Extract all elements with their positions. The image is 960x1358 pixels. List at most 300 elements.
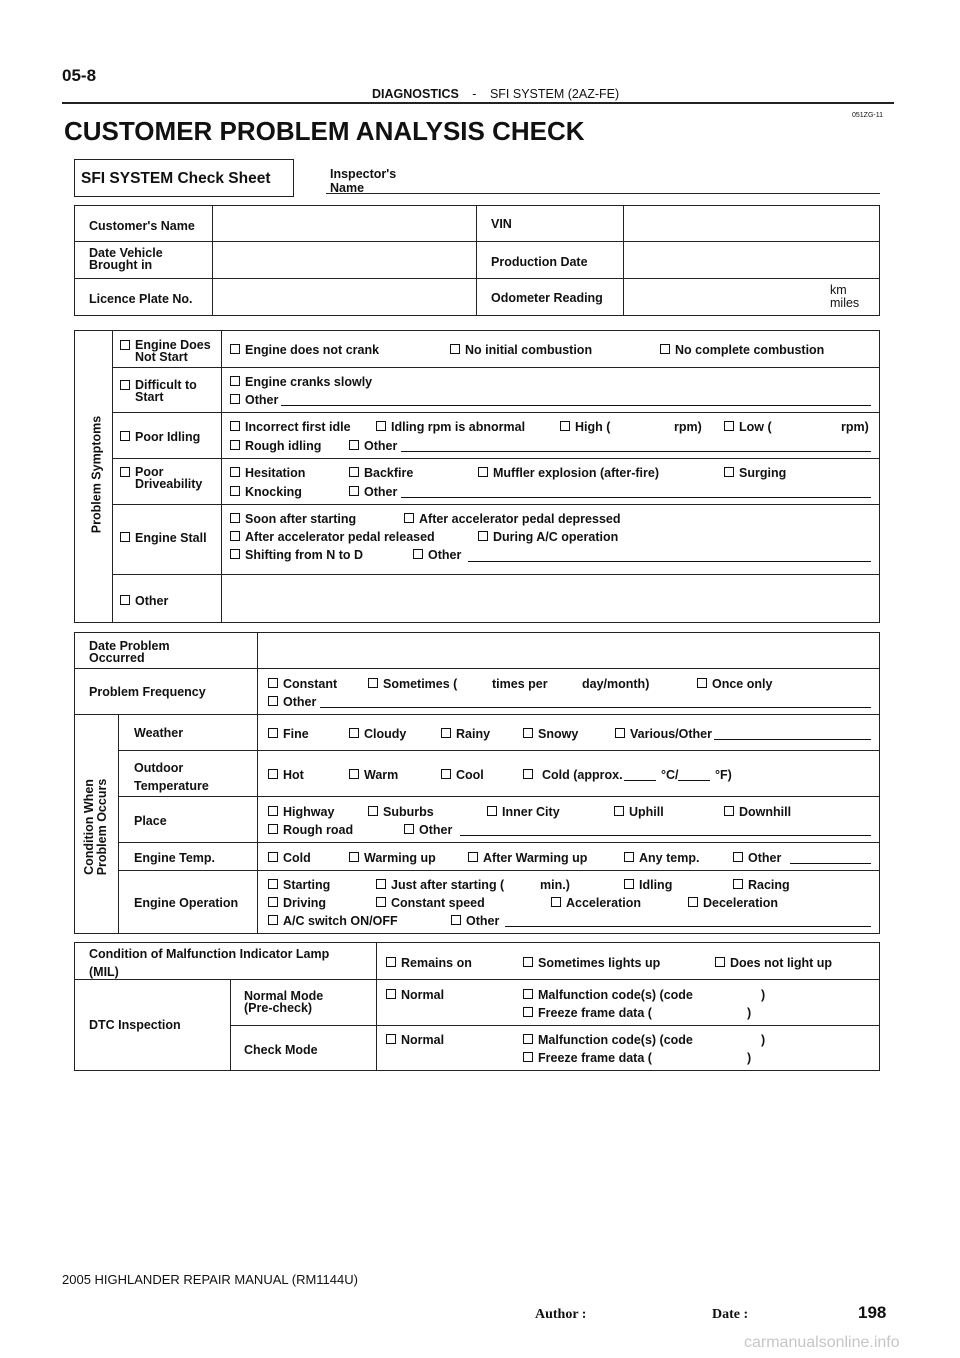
option-label: Starting [283, 878, 331, 892]
option-label: Rainy [456, 727, 491, 741]
option-label: Hesitation [245, 466, 306, 480]
date-vehicle-label: Date Vehicle Brought in [89, 246, 163, 272]
checkbox[interactable] [724, 806, 734, 816]
normal-mode-normal-option[interactable] [386, 988, 444, 1002]
checkbox[interactable] [441, 728, 451, 738]
just-after-starting-option[interactable] [376, 878, 504, 892]
backfire-option[interactable] [349, 466, 413, 480]
option-label: Sometimes lights up [538, 956, 661, 970]
checkbox[interactable] [523, 769, 533, 779]
option-label: No initial combustion [465, 343, 593, 357]
soon-after-starting-option[interactable] [230, 512, 356, 526]
shifting-n-to-d-option[interactable] [230, 548, 363, 562]
option-label: Snowy [538, 727, 579, 741]
sometimes-option[interactable] [368, 677, 457, 691]
divider [74, 668, 880, 669]
constant-speed-option[interactable] [376, 896, 485, 910]
option-label: Engine cranks slowly [245, 375, 373, 389]
divider [376, 942, 377, 1071]
option-label: Deceleration [703, 896, 779, 910]
engine-temp-other-line[interactable] [790, 863, 871, 864]
check-mode-label: Check Mode [244, 1043, 318, 1057]
divider [74, 278, 880, 279]
knocking-option[interactable] [230, 485, 302, 499]
any-temp-option[interactable] [624, 851, 699, 865]
option-label: Malfunction code(s) (code [538, 988, 693, 1002]
divider [118, 714, 119, 934]
sometimes-lights-up-option[interactable] [523, 956, 660, 970]
option-label: Warm [364, 768, 399, 782]
once-only-option[interactable] [697, 677, 772, 691]
close-paren: ) [761, 988, 766, 1002]
checkbox[interactable] [349, 486, 359, 496]
option-label: Malfunction code(s) (code [538, 1033, 693, 1047]
driveability-other-option[interactable] [349, 485, 397, 499]
option-label: Cold [283, 851, 311, 865]
checkbox[interactable] [120, 431, 130, 441]
frequency-other-option[interactable] [268, 695, 316, 709]
mil-label: Condition of Malfunction Indicator Lamp (MIL) [89, 947, 330, 979]
outdoor-temp-label: Outdoor Temperature [134, 761, 209, 793]
engine-stall-option[interactable] [120, 531, 207, 545]
idle-low-rpm-unit: rpm) [841, 420, 869, 434]
checkbox[interactable] [230, 421, 240, 431]
option-label: Normal [401, 988, 445, 1002]
option-label: Any temp. [639, 851, 700, 865]
production-date-label: Production Date [491, 255, 588, 269]
problem-frequency-label: Problem Frequency [89, 685, 206, 699]
divider [230, 979, 231, 1071]
option-label: Engine does not crank [245, 343, 380, 357]
checkbox[interactable] [230, 394, 240, 404]
checkbox[interactable] [624, 852, 634, 862]
option-label: Knocking [245, 485, 302, 499]
manual-footer: 2005 HIGHLANDER REPAIR MANUAL (RM1144U) [62, 1272, 358, 1287]
check-mode-freeze-option[interactable] [523, 1051, 652, 1065]
divider [118, 750, 880, 751]
divider [257, 632, 258, 934]
option-label: Other [466, 914, 500, 928]
idle-low-option[interactable] [724, 420, 772, 434]
option-label: After accelerator pedal depressed [419, 512, 621, 526]
header-rule [62, 102, 894, 104]
checkbox[interactable] [523, 957, 533, 967]
divider [118, 796, 880, 797]
surging-option[interactable] [724, 466, 786, 480]
divider [112, 367, 880, 368]
divider [476, 205, 477, 316]
checkbox[interactable] [268, 879, 278, 889]
option-label: Low ( [739, 420, 772, 434]
section-header [372, 87, 619, 101]
option-label: Surging [739, 466, 787, 480]
customer-name-label: Customer's Name [89, 219, 195, 233]
check-mode-malfunction-option[interactable] [523, 1033, 693, 1047]
divider [112, 574, 880, 575]
checkbox[interactable] [349, 769, 359, 779]
option-label: Driving [283, 896, 327, 910]
checkbox[interactable] [120, 467, 130, 477]
stall-other-option[interactable] [413, 548, 461, 562]
option-label: Freeze frame data ( [538, 1006, 652, 1020]
warming-up-option[interactable] [349, 851, 436, 865]
checkbox[interactable] [349, 467, 359, 477]
option-label: Cold (approx. [542, 768, 623, 782]
cold-option[interactable] [268, 851, 311, 865]
option-label: Racing [748, 878, 790, 892]
checkbox[interactable] [478, 531, 488, 541]
option-label: Other [428, 548, 462, 562]
celsius-blank[interactable] [624, 780, 656, 781]
engine-does-not-start-option[interactable] [120, 339, 211, 363]
page-number-footer: 198 [858, 1303, 887, 1322]
idle-high-rpm-unit: rpm) [674, 420, 702, 434]
poor-driveability-option[interactable] [120, 466, 202, 490]
checkbox[interactable] [268, 915, 278, 925]
checkbox[interactable] [697, 678, 707, 688]
option-label: Rough idling [245, 439, 322, 453]
checkbox[interactable] [451, 915, 461, 925]
dtc-inspection-label: DTC Inspection [89, 1018, 181, 1032]
option-label: Various/Other [630, 727, 712, 741]
checkbox[interactable] [413, 549, 423, 559]
vin-label: VIN [491, 217, 512, 231]
option-label: No complete combustion [675, 343, 825, 357]
fine-option[interactable] [268, 727, 309, 741]
checkbox[interactable] [733, 879, 743, 889]
checkbox[interactable] [386, 1034, 396, 1044]
place-label: Place [134, 814, 167, 828]
divider [112, 412, 880, 413]
deceleration-option[interactable] [688, 896, 778, 910]
condition-side-label: Condition When Problem Occurs [82, 778, 109, 876]
miles-unit: miles [830, 296, 860, 310]
option-label: Other [364, 485, 398, 499]
option-label: Backfire [364, 466, 414, 480]
normal-mode-label: Normal Mode (Pre-check) [244, 989, 324, 1015]
checkbox[interactable] [688, 897, 698, 907]
option-label: Acceleration [566, 896, 642, 910]
option-label: Once only [712, 677, 773, 691]
option-label: Other [748, 851, 782, 865]
divider [74, 241, 880, 242]
option-label: Uphill [629, 805, 664, 819]
after-warming-up-option[interactable] [468, 851, 587, 865]
times-per-label: times per [492, 677, 548, 691]
day-month-label: day/month) [582, 677, 650, 691]
idling-rpm-abnormal-option[interactable] [376, 420, 525, 434]
divider [118, 870, 880, 871]
ref-code: 051ZG-11 [852, 112, 883, 119]
no-complete-combustion-option[interactable] [660, 343, 824, 357]
checkbox[interactable] [386, 957, 396, 967]
checkbox[interactable] [368, 678, 378, 688]
racing-option[interactable] [733, 878, 790, 892]
option-label: Incorrect first idle [245, 420, 351, 434]
divider [112, 504, 880, 505]
cool-option[interactable] [441, 768, 484, 782]
checkbox[interactable] [386, 989, 396, 999]
sheet-title: SFI SYSTEM Check Sheet [81, 170, 271, 187]
checkbox[interactable] [551, 897, 561, 907]
checkbox[interactable] [523, 989, 533, 999]
checkbox[interactable] [349, 440, 359, 450]
option-label: Hot [283, 768, 304, 782]
close-paren: ) [761, 1033, 766, 1047]
inner-city-option[interactable] [487, 805, 560, 819]
downhill-option[interactable] [724, 805, 791, 819]
date-problem-label: Date Problem Occurred [89, 639, 170, 665]
starting-option[interactable] [268, 878, 330, 892]
operation-other-line[interactable] [505, 926, 871, 927]
checkbox[interactable] [268, 806, 278, 816]
fahrenheit-unit: °F) [715, 768, 732, 782]
checkbox[interactable] [468, 852, 478, 862]
option-label: Sometimes ( [383, 677, 458, 691]
checkbox[interactable] [478, 467, 488, 477]
difficult-other-line[interactable] [281, 405, 871, 406]
option-label: After Warming up [483, 851, 588, 865]
close-paren: ) [747, 1051, 752, 1065]
checkbox[interactable] [523, 1007, 533, 1017]
checkbox[interactable] [615, 728, 625, 738]
engine-temp-other-option[interactable] [733, 851, 781, 865]
driving-option[interactable] [268, 896, 326, 910]
option-label: Cool [456, 768, 484, 782]
checkbox[interactable] [450, 344, 460, 354]
option-label: A/C switch ON/OFF [283, 914, 398, 928]
checkbox[interactable] [230, 531, 240, 541]
snowy-option[interactable] [523, 727, 578, 741]
divider [118, 842, 880, 843]
place-other-line[interactable] [460, 835, 871, 836]
no-initial-combustion-option[interactable] [450, 343, 592, 357]
normal-mode-malfunction-option[interactable] [523, 988, 693, 1002]
idling-other-option[interactable] [349, 439, 397, 453]
option-label: During A/C operation [493, 530, 619, 544]
operation-other-option[interactable] [451, 914, 499, 928]
option-label: After accelerator pedal released [245, 530, 435, 544]
option-label: Muffler explosion (after-fire) [493, 466, 659, 480]
checkbox[interactable] [268, 678, 278, 688]
checkbox[interactable] [349, 852, 359, 862]
weather-other-line[interactable] [714, 739, 871, 740]
option-label: Idling [639, 878, 673, 892]
divider [623, 205, 624, 316]
option-label: Other [135, 594, 169, 608]
odometer-label: Odometer Reading [491, 291, 603, 305]
option-label: Cloudy [364, 727, 407, 741]
author-label: Author : [535, 1307, 587, 1322]
checkbox[interactable] [404, 824, 414, 834]
km-unit: km [830, 283, 847, 297]
checkbox[interactable] [230, 344, 240, 354]
engine-temp-label: Engine Temp. [134, 851, 216, 865]
checkbox[interactable] [230, 376, 240, 386]
option-label: Poor Idling [135, 430, 201, 444]
checkbox[interactable] [487, 806, 497, 816]
normal-mode-freeze-option[interactable] [523, 1006, 652, 1020]
driveability-other-line[interactable] [401, 497, 871, 498]
muffler-explosion-option[interactable] [478, 466, 659, 480]
cold-approx-option[interactable] [523, 768, 623, 782]
divider [212, 205, 213, 316]
after-pedal-depressed-option[interactable] [404, 512, 620, 526]
hesitation-option[interactable] [230, 466, 305, 480]
checkbox[interactable] [733, 852, 743, 862]
fahrenheit-blank[interactable] [678, 780, 710, 781]
symptom-other-option[interactable] [120, 594, 168, 608]
checkbox[interactable] [724, 421, 734, 431]
option-label: Normal [401, 1033, 445, 1047]
option-label: Does not light up [730, 956, 833, 970]
checkbox[interactable] [230, 467, 240, 477]
option-label: Fine [283, 727, 309, 741]
divider [112, 458, 880, 459]
difficult-other-option[interactable] [230, 393, 278, 407]
ac-switch-option[interactable] [268, 914, 398, 928]
checkbox[interactable] [230, 486, 240, 496]
checkbox[interactable] [660, 344, 670, 354]
option-label: Difficult to Start [135, 378, 197, 404]
rough-idling-option[interactable] [230, 439, 321, 453]
date-label: Date : [712, 1307, 749, 1322]
checkbox[interactable] [268, 852, 278, 862]
remains-on-option[interactable] [386, 956, 472, 970]
checkbox[interactable] [120, 380, 130, 390]
option-label: Other [364, 439, 398, 453]
idling-option[interactable] [624, 878, 672, 892]
close-paren: ) [747, 1006, 752, 1020]
option-label: Downhill [739, 805, 792, 819]
checkbox[interactable] [614, 806, 624, 816]
option-label: Just after starting ( [391, 878, 505, 892]
option-label: Shifting from N to D [245, 548, 364, 562]
option-label: Freeze frame data ( [538, 1051, 652, 1065]
checkbox[interactable] [268, 897, 278, 907]
option-label: Soon after starting [245, 512, 357, 526]
checkbox[interactable] [404, 513, 414, 523]
frequency-other-line[interactable] [320, 707, 871, 708]
suburbs-option[interactable] [368, 805, 434, 819]
divider [221, 330, 222, 623]
option-label: Warming up [364, 851, 436, 865]
checkbox[interactable] [441, 769, 451, 779]
licence-label: Licence Plate No. [89, 292, 193, 306]
inspector-label: Inspector's Name [330, 167, 397, 195]
checkbox[interactable] [376, 897, 386, 907]
checkbox[interactable] [230, 440, 240, 450]
place-other-option[interactable] [404, 823, 452, 837]
checkbox[interactable] [624, 879, 634, 889]
minutes-unit: min.) [540, 878, 570, 892]
checkbox[interactable] [376, 879, 386, 889]
option-label: Rough road [283, 823, 354, 837]
constant-option[interactable] [268, 677, 337, 691]
rough-road-option[interactable] [268, 823, 353, 837]
sheet-title-box [74, 159, 294, 197]
hot-option[interactable] [268, 768, 304, 782]
page-title: CUSTOMER PROBLEM ANALYSIS CHECK [64, 116, 585, 146]
checkbox[interactable] [120, 340, 130, 350]
checkbox[interactable] [523, 1034, 533, 1044]
option-label: Other [283, 695, 317, 709]
incorrect-first-idle-option[interactable] [230, 420, 351, 434]
option-label: Engine Does Not Start [135, 338, 211, 364]
idle-high-option[interactable] [560, 420, 610, 434]
section-dash: - [472, 87, 477, 101]
engine-operation-label: Engine Operation [134, 896, 239, 910]
checkbox[interactable] [268, 769, 278, 779]
warm-option[interactable] [349, 768, 398, 782]
engine-does-not-crank-option[interactable] [230, 343, 379, 357]
checkbox[interactable] [268, 696, 278, 706]
divider [112, 330, 113, 623]
problem-symptoms-side-label: Problem Symptoms [89, 415, 104, 534]
checkbox[interactable] [268, 824, 278, 834]
divider [74, 714, 880, 715]
checkbox[interactable] [715, 957, 725, 967]
cloudy-option[interactable] [349, 727, 406, 741]
during-ac-operation-option[interactable] [478, 530, 618, 544]
option-label: High ( [575, 420, 611, 434]
checkbox[interactable] [523, 728, 533, 738]
watermark: carmanualsonline.info [744, 1334, 900, 1351]
check-mode-normal-option[interactable] [386, 1033, 444, 1047]
subsection-name: SFI SYSTEM (2AZ-FE) [489, 87, 620, 101]
checkbox[interactable] [376, 421, 386, 431]
section-name: DIAGNOSTICS [372, 87, 459, 101]
acceleration-option[interactable] [551, 896, 641, 910]
option-label: Poor Driveability [135, 465, 203, 491]
option-label: Other [419, 823, 453, 837]
celsius-unit: °C/ [661, 768, 679, 782]
checkbox[interactable] [120, 595, 130, 605]
checkbox[interactable] [368, 806, 378, 816]
option-label: Highway [283, 805, 335, 819]
checkbox[interactable] [230, 549, 240, 559]
checkbox[interactable] [724, 467, 734, 477]
does-not-light-up-option[interactable] [715, 956, 832, 970]
poor-idling-option[interactable] [120, 430, 200, 444]
uphill-option[interactable] [614, 805, 664, 819]
checkbox[interactable] [230, 513, 240, 523]
highway-option[interactable] [268, 805, 334, 819]
inspector-name-line[interactable] [326, 193, 880, 194]
rainy-option[interactable] [441, 727, 490, 741]
engine-cranks-slowly-option[interactable] [230, 375, 372, 389]
checkbox[interactable] [349, 728, 359, 738]
various-other-option[interactable] [615, 727, 712, 741]
option-label: Constant speed [391, 896, 485, 910]
option-label: Engine Stall [135, 531, 207, 545]
weather-label: Weather [134, 726, 184, 740]
checkbox[interactable] [523, 1052, 533, 1062]
option-label: Remains on [401, 956, 472, 970]
page-number: 05-8 [62, 66, 97, 85]
difficult-to-start-option[interactable] [120, 379, 197, 403]
checkbox[interactable] [268, 728, 278, 738]
after-pedal-released-option[interactable] [230, 530, 435, 544]
checkbox[interactable] [560, 421, 570, 431]
checkbox[interactable] [120, 532, 130, 542]
option-label: Constant [283, 677, 338, 691]
stall-other-line[interactable] [468, 561, 871, 562]
idling-other-line[interactable] [401, 451, 871, 452]
option-label: Other [245, 393, 279, 407]
option-label: Inner City [502, 805, 560, 819]
divider [230, 1025, 880, 1026]
